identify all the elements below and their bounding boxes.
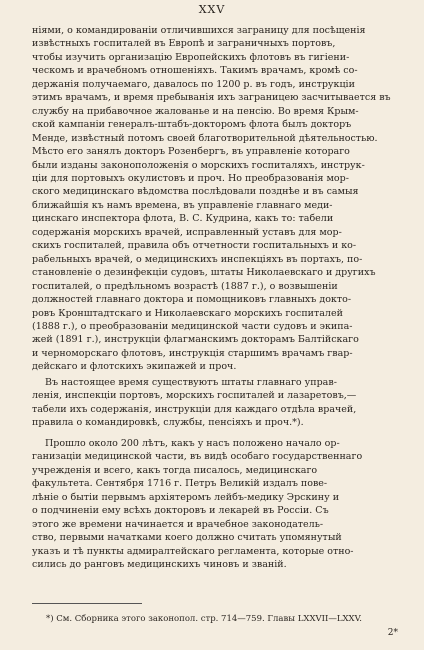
text-line: Менде, извѣстный потомъ своей благотворительной дѣятельностью. xyxy=(32,132,378,144)
paragraph-3 xyxy=(32,437,394,572)
text-line: сились до ранговъ медицинскихъ чиновъ и званій. xyxy=(32,559,287,571)
text-line: этого же времени начинается и врачебное законодатель- xyxy=(32,518,324,530)
text-line: Мѣсто его занялъ докторъ Розенбергъ, въ управленіе котораго xyxy=(32,146,350,158)
text-line: ровъ Кронштадтскаго и Николаевскаго морскихъ госпиталей xyxy=(32,307,343,319)
text-line: службу на прибавочное жалованье и на пенсію. Во время Крым- xyxy=(32,105,359,117)
signature-mark: 2* xyxy=(387,628,398,638)
paragraph-1 xyxy=(32,24,394,374)
footnote: *) См. Сборника этого законопол. стр. 714—759. Главы LXXVII—LXXV. xyxy=(46,614,362,624)
text-line: держанія получаемаго, давалось по 1200 р. въ годъ, инструкціи xyxy=(32,78,355,90)
text-line: ганизаціи медицинской части, въ видѣ особаго государственнаго xyxy=(32,451,363,463)
text-line: извѣстныхъ госпиталей въ Европѣ и заграничныхъ портовъ, xyxy=(32,38,336,50)
text-line: табели ихъ содержанія, инструкціи для каждаго отдѣла врачей, xyxy=(32,403,357,415)
text-line: ской кампаніи генералъ-штабъ-докторомъ флота былъ докторъ xyxy=(32,119,352,131)
text-line: чтобы изучить организацію Европейскихъ флотовъ въ гигіени- xyxy=(32,51,350,63)
footnote-divider xyxy=(32,603,142,604)
text-line: факультета. Сентября 1716 г. Петръ Великій издалъ пове- xyxy=(32,478,328,490)
paragraph-2 xyxy=(32,376,394,430)
text-line: и черноморскаго флотовъ, инструкція старшимъ врачамъ гвар- xyxy=(32,347,353,359)
text-line: указъ и тѣ пункты адмиралтейскаго регламента, которые отно- xyxy=(32,545,354,557)
text-line: цинскаго инспектора флота, В. С. Кудрина, какъ то: табели xyxy=(32,213,334,225)
text-line: ціи для портовыхъ окулистовъ и проч. Но преобразованія мор- xyxy=(32,172,349,184)
text-line: (1888 г.), о преобразованіи медицинской части судовъ и экипа- xyxy=(32,320,353,332)
page-number: XXV xyxy=(198,3,226,16)
text-line: ніями, о командированіи отличившихся заграницу для посѣщенія xyxy=(32,25,366,36)
text-line: ческомъ и врачебномъ отношеніяхъ. Такимъ врачамъ, кромѣ со- xyxy=(32,65,358,77)
text-line: содержанія морскихъ врачей, исправленный уставъ для мор- xyxy=(32,226,342,238)
text-line: жей (1891 г.), инструкціи флагманскимъ докторамъ Балтійскаго xyxy=(32,334,359,346)
text-line: правила о командировкѣ, службы, пенсіяхъ и проч.*). xyxy=(32,417,304,429)
text-line: скихъ госпиталей, правила объ отчетности госпитальныхъ и ко- xyxy=(32,240,357,252)
text-line: Прошло около 200 лѣтъ, какъ у насъ положено начало ор- xyxy=(45,438,340,449)
text-line: этимъ врачамъ, и время пребыванія ихъ заграницею засчитывается въ xyxy=(32,92,391,104)
text-line: о подчиненіи ему всѣхъ докторовъ и лекарей въ Россіи. Съ xyxy=(32,505,329,517)
text-line: лѣніе о бытіи первымъ архіятеромъ лейбъ-медику Эрскину и xyxy=(32,491,340,503)
text-line: дейскаго и флотскихъ экипажей и проч. xyxy=(32,361,237,373)
text-line: должностей главнаго доктора и помощниковъ главныхъ докто- xyxy=(32,294,352,306)
text-line: ство, первыми начатками коего должно считать упомянутый xyxy=(32,532,342,544)
text-line: Въ настоящее время существуютъ штаты главнаго управ- xyxy=(45,377,337,388)
text-line: ближайшія къ намъ времена, въ управленіе главнаго меди- xyxy=(32,199,333,211)
text-line: становленіе о дезинфекціи судовъ, штаты Николаевскаго и другихъ xyxy=(32,267,376,279)
text-line: рабельныхъ врачей, о медицинскихъ инспекціяхъ въ портахъ, по- xyxy=(32,253,363,265)
text-line: ского медицинскаго вѣдомства послѣдовали позднѣе и въ самыя xyxy=(32,186,359,198)
text-line: ленія, инспекціи портовъ, морскихъ госпиталей и лазаретовъ,— xyxy=(32,390,357,402)
text-line: были изданы законоположенія о морскихъ госпиталяхъ, инструк- xyxy=(32,159,365,171)
text-line: госпиталей, о предѣльномъ возрастѣ (1887 г.), о возвышеніи xyxy=(32,280,338,292)
text-line: учрежденія и всего, какъ тогда писалось, медицинскаго xyxy=(32,464,318,476)
